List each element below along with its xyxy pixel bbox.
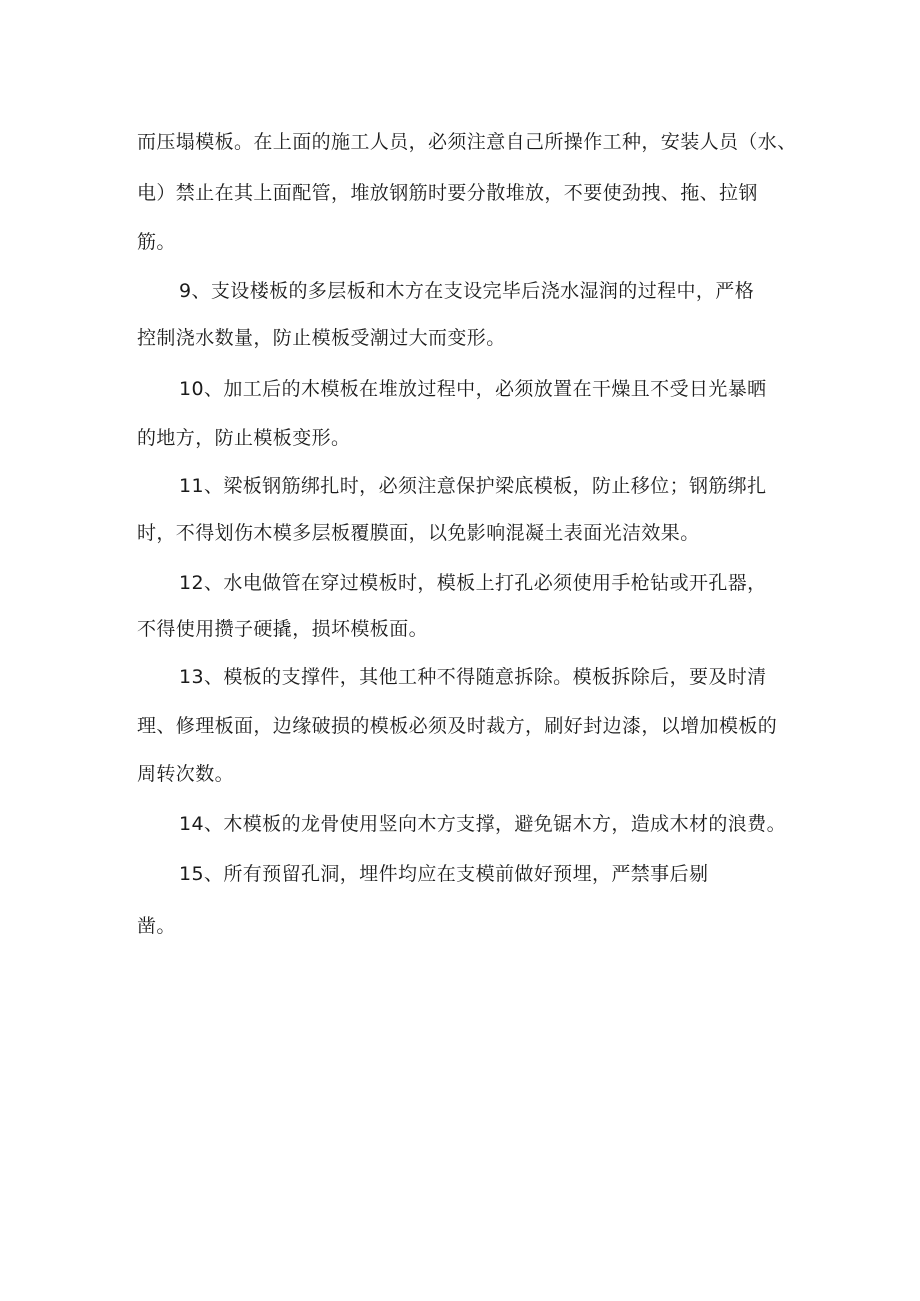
paragraph-15-line-2: 凿。 [137, 915, 176, 937]
paragraph-15-line-1: 15、所有预留孔洞，埋件均应在支模前做好预埋，严禁事后剔 [179, 863, 709, 885]
paragraph-9-line-2: 控制浇水数量，防止模板受潮过大而变形。 [137, 327, 506, 349]
paragraph-11-line-1: 11、梁板钢筋绑扎时，必须注意保护梁底模板，防止移位；钢筋绑扎 [179, 475, 767, 497]
paragraph-13-line-1: 13、模板的支撑件，其他工种不得随意拆除。模板拆除后，要及时清 [179, 666, 767, 688]
paragraph-10-line-1: 10、加工后的木模板在堆放过程中，必须放置在干燥且不受日光暴晒 [179, 378, 767, 400]
paragraph-12-line-2: 不得使用攒子硬撬，损坏模板面。 [137, 618, 429, 640]
paragraph-12-line-1: 12、水电做管在穿过模板时，模板上打孔必须使用手枪钻或开孔器， [179, 572, 767, 594]
paragraph-10-line-2: 的地方，防止模板变形。 [137, 427, 351, 449]
paragraph-11-line-2: 时，不得划伤木模多层板覆膜面，以免影响混凝土表面光洁效果。 [137, 522, 700, 544]
paragraph-13-line-3: 周转次数。 [137, 763, 235, 785]
paragraph-continued-line-1: 而压塌模板。在上面的施工人员，必须注意自己所操作工种，安装人员（水、 [137, 131, 797, 153]
paragraph-13-line-2: 理、修理板面，边缘破损的模板必须及时裁方，刷好封边漆，以增加模板的 [137, 715, 778, 737]
paragraph-14-line-1: 14、木模板的龙骨使用竖向木方支撑，避免锯木方，造成木材的浪费。 [179, 813, 786, 835]
paragraph-continued-line-3: 筋。 [137, 231, 176, 253]
paragraph-9-line-1: 9、支设楼板的多层板和木方在支设完毕后浇水湿润的过程中，严格 [179, 280, 755, 302]
paragraph-continued-line-2: 电）禁止在其上面配管，堆放钢筋时要分散堆放，不要使劲拽、拖、拉钢 [137, 182, 758, 204]
